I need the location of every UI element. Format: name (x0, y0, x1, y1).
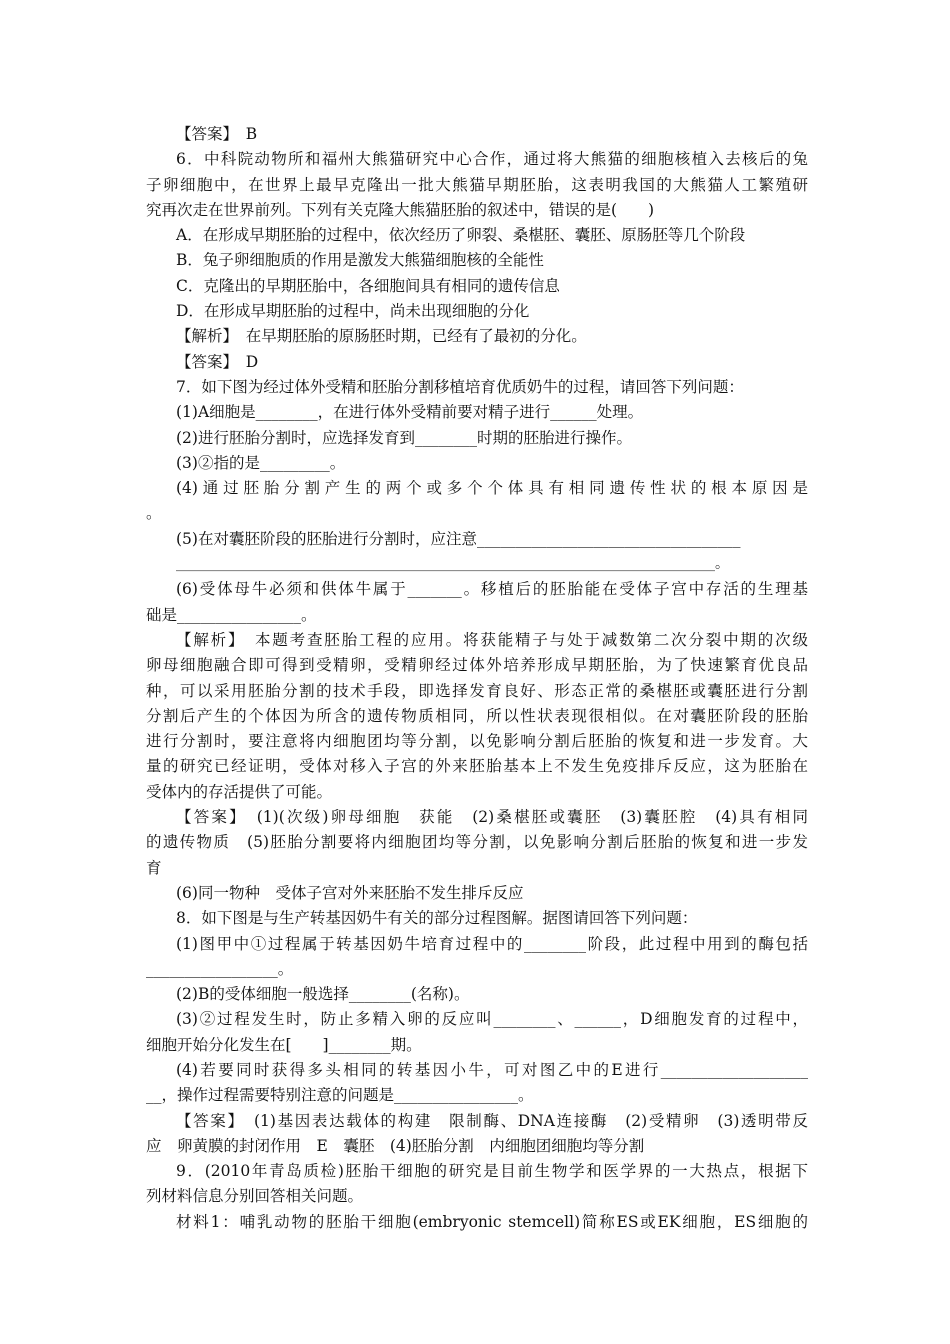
text-line: 6．中科院动物所和福州大熊猫研究中心合作，通过将大熊猫的细胞核植入去核后的兔 (176, 150, 808, 169)
text-line: (4)通过胚胎分割产生的两个或多个个体具有相同遗传性状的根本原因是 (176, 479, 808, 498)
text-line: 【答案】 (1)(次级)卵母细胞 获能 (2)桑椹胚或囊胚 (3)囊胚腔 (4)具有相同 (176, 808, 808, 827)
option-line: C．克隆出的早期胚胎中，各细胞间具有相同的遗传信息 (176, 276, 560, 295)
text-line: (2)进行胚胎分割时，应选择发育到________时期的胚胎进行操作。 (176, 428, 632, 447)
text-line: 【答案】 D (176, 352, 259, 371)
text-line: 【答案】 B (176, 125, 258, 143)
text-line: (3)②过程发生时，防止多精入卵的反应叫________、______，D细胞发育的过程中， (176, 1010, 808, 1029)
text-line: (6)同一物种 受体子宫对外来胚胎不发生排斥反应 (176, 883, 524, 902)
text-line: 进行分割时，要注意将内细胞团均等分割，以免影响分割后胚胎的恢复和进一步发育。大 (146, 732, 808, 751)
text-line: 【解析】 本题考查胚胎工程的应用。将获能精子与处于减数第二次分裂中期的次级 (176, 630, 808, 649)
text-line: 子卵细胞中，在世界上最早克隆出一批大熊猫早期胚胎，这表明我国的大熊猫人工繁殖研 (146, 175, 808, 194)
text-line: (1)图甲中①过程属于转基因奶牛培育过程中的________阶段，此过程中用到的酶包括 (176, 934, 808, 953)
text-line: __，操作过程需要特别注意的问题是________________。 (146, 1086, 534, 1105)
text-line: 分割后产生的个体因为所含的遗传物质相同，所以性状表现很相似。在对囊胚阶段的胚胎 (146, 706, 808, 725)
option-line: A．在形成早期胚胎的过程中，依次经历了卵裂、桑椹胚、囊胚、原肠胚等几个阶段 (176, 226, 746, 245)
text-line: 。 (146, 504, 162, 523)
text-line: (6)受体母牛必须和供体牛属于_______。移植后的胚胎能在受体子宫中存活的生理基 (176, 580, 808, 599)
text-line: (4)若要同时获得多头相同的转基因小牛，可对图乙中的E进行___________________ (176, 1060, 808, 1079)
text-line: 究再次走在世界前列。下列有关克隆大熊猫胚胎的叙述中，错误的是( ) (146, 200, 655, 219)
text-line: 受体内的存活提供了可能。 (146, 782, 333, 801)
document-page (146, 122, 808, 1235)
text-line: 材料1：哺乳动物的胚胎干细胞(embryonic stemcell)简称ES或EK细胞，ES细胞的 (176, 1212, 808, 1231)
text-line: _____________________________________________________________________________。 (176, 556, 729, 573)
text-line: 【解析】 在早期胚胎的原肠胚时期，已经有了最初的分化。 (176, 327, 587, 346)
option-line: D．在形成早期胚胎的过程中，尚未出现细胞的分化 (176, 302, 530, 321)
text-line: 应 卵黄膜的封闭作用 E 囊胚 (4)胚胎分割 内细胞团细胞均等分割 (146, 1136, 645, 1155)
text-line: 【答案】 (1)基因表达载体的构建 限制酶、DNA连接酶 (2)受精卵 (3)透明带反 (176, 1111, 808, 1130)
text-line: (1)A细胞是________，在进行体外受精前要对精子进行______处理。 (176, 403, 644, 422)
text-line: 育 (146, 858, 162, 877)
text-line: 7．如下图为经过体外受精和胚胎分割移植培育优质奶牛的过程，请回答下列问题： (176, 377, 744, 396)
text-line: 细胞开始分化发生在[ ]________期。 (146, 1035, 422, 1054)
text-line: 卵母细胞融合即可得到受精卵，受精卵经过体外培养形成早期胚胎，为了快速繁育优良品 (146, 656, 808, 675)
option-line: B．兔子卵细胞质的作用是激发大熊猫细胞核的全能性 (176, 251, 544, 270)
text-line: 列材料信息分别回答相关问题。 (146, 1187, 364, 1206)
text-line: 9．(2010年青岛质检)胚胎干细胞的研究是目前生物学和医学界的一大热点，根据下 (176, 1162, 808, 1181)
text-line: (5)在对囊胚阶段的胚胎进行分割时，应注意__________________________________ (176, 529, 741, 548)
text-line: (2)B的受体细胞一般选择________(名称)。 (176, 985, 470, 1004)
text-line: 量的研究已经证明，受体对移入子宫的外来胚胎基本上不发生免疫排斥反应，这为胚胎在 (146, 757, 808, 776)
text-line: _________________。 (146, 959, 294, 978)
text-line: 础是________________。 (146, 605, 317, 624)
text-line: 的遗传物质 (5)胚胎分割要将内细胞团均等分割，以免影响分割后胚胎的恢复和进一步发 (146, 833, 808, 852)
text-line: (3)②指的是_________。 (176, 453, 346, 472)
text-line: 8．如下图是与生产转基因奶牛有关的部分过程图解。据图请回答下列问题： (176, 909, 698, 928)
text-line: 种，可以采用胚胎分割的技术手段，即选择发育良好、形态正常的桑椹胚或囊胚进行分割 (146, 681, 808, 700)
